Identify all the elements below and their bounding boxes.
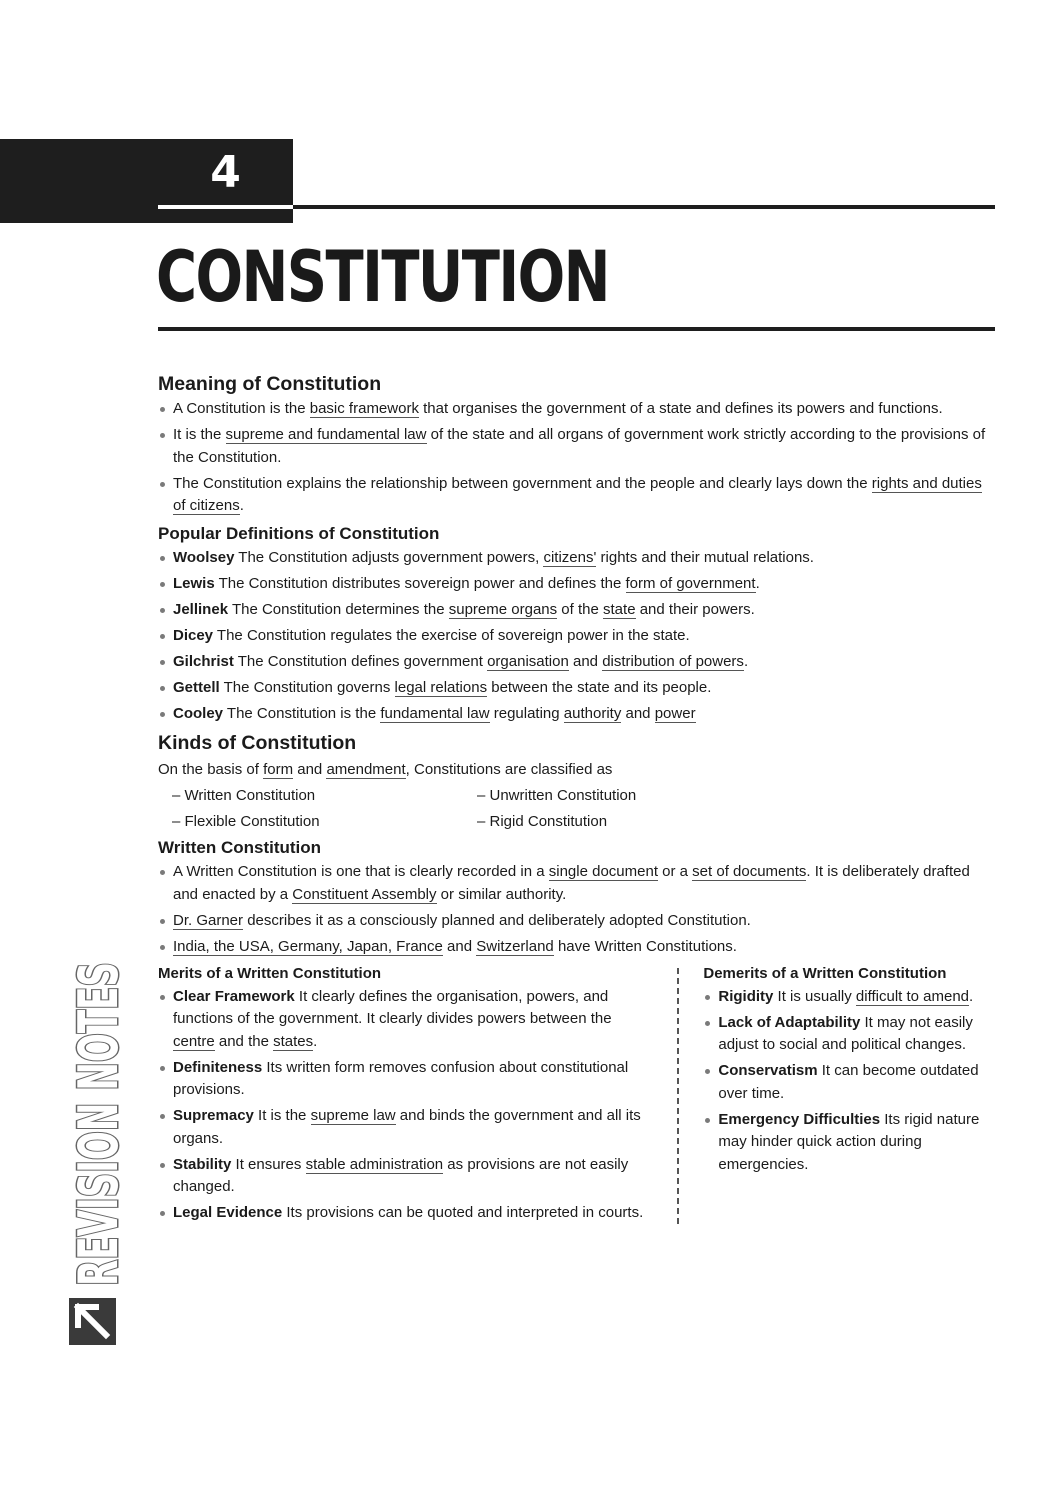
meaning-list (158, 398, 998, 518)
list-item: Emergency Difficulties Its rigid nature may hinder quick action during emergencies. (703, 1109, 998, 1177)
list-item: Rigidity It is usually difficult to amend. (703, 986, 998, 1009)
list-item: India, the USA, Germany, Japan, France and Switzerland have Written Constitutions. (158, 936, 998, 959)
list-item: Stability It ensures stable administration as provisions are not easily changed. (158, 1154, 657, 1199)
section-heading: Kinds of Constitution (158, 732, 357, 754)
merits-column (158, 962, 657, 1229)
section-heading: Meaning of Constitution (158, 373, 382, 395)
section-heading: Popular Definitions of Constitution (158, 524, 440, 543)
kinds-intro: On the basis of form and amendment, Constitutions are classified as (158, 761, 613, 778)
list-item: Dr. Garner describes it as a consciously planned and deliberately adopted Constitution. (158, 910, 998, 933)
list-item: Clear Framework It clearly defines the organisation, powers, and functions of the government. It clearly divides powers between the centre and the states. (158, 986, 657, 1054)
list-item: It is the supreme and fundamental law of the state and all organs of government work strictly according to the provisions of the Constitution. (158, 424, 998, 469)
section-heading: Written Constitution (158, 838, 322, 857)
content (158, 370, 998, 1228)
kind-item: – Flexible Constitution (172, 813, 320, 830)
list-item: A Written Constitution is one that is clearly recorded in a single document or a set of documents. It is deliberately drafted and enacted by a Constituent Assembly or similar authority. (158, 861, 998, 906)
kind-item: – Rigid Constitution (477, 813, 608, 830)
list-item: A Constitution is the basic framework that organises the government of a state and defines its powers and functions. (158, 398, 998, 421)
list-item: Woolsey The Constitution adjusts government powers, citizens' rights and their mutual relations. (158, 547, 998, 570)
svg-text:REVISION NOTES: REVISION NOTES (67, 773, 130, 1286)
section-heading: Merits of a Written Constitution (158, 964, 382, 982)
list-item: Gettell The Constitution governs legal relations between the state and its people. (158, 677, 998, 700)
list-item: Cooley The Constitution is the fundamental law regulating authority and power (158, 703, 998, 726)
column-divider (677, 968, 679, 1225)
merits-list (158, 986, 657, 1225)
list-item: Conservatism It can become outdated over time. (703, 1060, 998, 1105)
definitions-list (158, 547, 998, 726)
list-item: The Constitution explains the relationship between government and the people and clearly lays down the rights and duties of citizens. (158, 473, 998, 518)
demerits-list (703, 986, 998, 1177)
list-item: Dicey The Constitution regulates the exercise of sovereign power in the state. (158, 625, 998, 648)
written-list (158, 861, 998, 958)
kind-item: – Unwritten Constitution (477, 787, 637, 804)
chapter-title: CONSTITUTION (156, 236, 609, 318)
kind-item: – Written Constitution (172, 787, 316, 804)
demerits-column (703, 962, 998, 1229)
arrow-up-left-icon (69, 1298, 116, 1345)
title-rule (158, 327, 995, 331)
list-item: Supremacy It is the supreme law and binds the government and all its organs. (158, 1105, 657, 1150)
list-item: Definiteness Its written form removes confusion about constitutional provisions. (158, 1057, 657, 1102)
revision-notes-label (62, 773, 130, 1288)
merits-demerits (158, 962, 998, 1229)
chapter-number-underline (158, 205, 293, 209)
top-rule (293, 205, 995, 209)
list-item: Jellinek The Constitution determines the supreme organs of the state and their powers. (158, 599, 998, 622)
chapter-number: 4 (210, 146, 241, 198)
list-item: Lack of Adaptability It may not easily adjust to social and political changes. (703, 1012, 998, 1057)
side-banner (62, 773, 130, 1348)
kinds-list (172, 783, 998, 835)
list-item: Gilchrist The Constitution defines government organisation and distribution of powers. (158, 651, 998, 674)
section-heading: Demerits of a Written Constitution (703, 964, 947, 982)
arrow-badge (69, 1298, 116, 1345)
list-item: Lewis The Constitution distributes sovereign power and defines the form of government. (158, 573, 998, 596)
list-item: Legal Evidence Its provisions can be quoted and interpreted in courts. (158, 1202, 657, 1225)
